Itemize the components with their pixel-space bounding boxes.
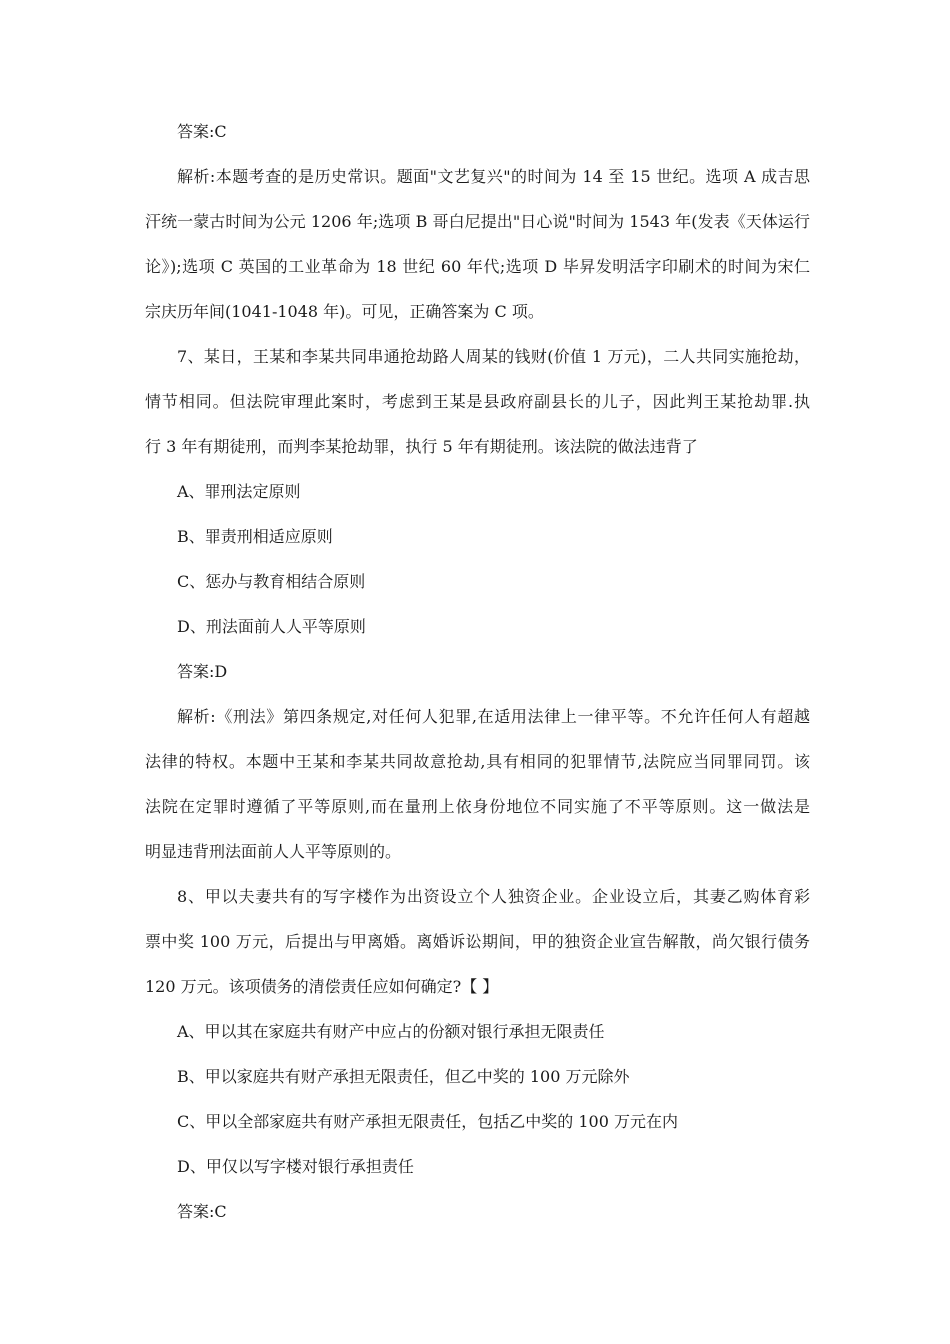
option-line: D、甲仅以写字楼对银行承担责任 — [177, 1157, 414, 1176]
option-line: A、罪刑法定原则 — [177, 482, 301, 501]
question-line: 票中奖 100 万元，后提出与甲离婚。离婚诉讼期间，甲的独资企业宣告解散，尚欠银行债务 — [145, 932, 810, 951]
option-line: D、刑法面前人人平等原则 — [177, 617, 366, 636]
analysis-line: 宗庆历年间(1041-1048 年)。可见，正确答案为 C 项。 — [145, 302, 544, 321]
analysis-line: 解析:《刑法》第四条规定,对任何人犯罪,在适用法律上一律平等。不允许任何人有超越 — [177, 707, 810, 726]
document-page — [145, 122, 810, 1247]
analysis-paragraph — [145, 707, 810, 862]
question-line: 120 万元。该项债务的清偿责任应如何确定?【 】 — [145, 977, 499, 996]
question-line: 行 3 年有期徒刑，而判李某抢劫罪，执行 5 年有期徒刑。该法院的做法违背了 — [145, 437, 698, 456]
question-line: 情节相同。但法院审理此案时，考虑到王某是县政府副县长的儿子，因此判王某抢劫罪.执 — [145, 392, 810, 411]
question-line: 7、某日，王某和李某共同串通抢劫路人周某的钱财(价值 1 万元)，二人共同实施抢劫， — [177, 347, 810, 366]
answer-line: 答案:D — [177, 662, 228, 681]
answer-line: 答案:C — [177, 1202, 227, 1221]
option-line: C、惩办与教育相结合原则 — [177, 572, 366, 591]
option-line: C、甲以全部家庭共有财产承担无限责任，包括乙中奖的 100 万元在内 — [177, 1112, 678, 1131]
analysis-line: 解析:本题考查的是历史常识。题面"文艺复兴"的时间为 14 至 15 世纪。选项 A 成吉思 — [177, 167, 810, 186]
analysis-line: 汗统一蒙古时间为公元 1206 年;选项 B 哥白尼提出"日心说"时间为 1543 年(发表《天体运行 — [145, 212, 810, 231]
question-line: 8、甲以夫妻共有的写字楼作为出资设立个人独资企业。企业设立后，其妻乙购体育彩 — [177, 887, 810, 906]
answer-line: 答案:C — [177, 122, 227, 141]
question-paragraph — [145, 887, 810, 997]
analysis-line: 法院在定罪时遵循了平等原则,而在量刑上依身份地位不同实施了不平等原则。这一做法是 — [145, 797, 810, 816]
analysis-paragraph — [145, 167, 810, 322]
question-paragraph — [145, 347, 810, 457]
option-line: B、罪责刑相适应原则 — [177, 527, 333, 546]
option-line: A、甲以其在家庭共有财产中应占的份额对银行承担无限责任 — [177, 1022, 605, 1041]
analysis-line: 明显违背刑法面前人人平等原则的。 — [145, 842, 402, 861]
analysis-line: 法律的特权。本题中王某和李某共同故意抢劫,具有相同的犯罪情节,法院应当同罪同罚。该 — [145, 752, 810, 771]
analysis-line: 论》);选项 C 英国的工业革命为 18 世纪 60 年代;选项 D 毕昇发明活字印刷术的时间为宋仁 — [145, 257, 810, 276]
option-line: B、甲以家庭共有财产承担无限责任，但乙中奖的 100 万元除外 — [177, 1067, 630, 1086]
